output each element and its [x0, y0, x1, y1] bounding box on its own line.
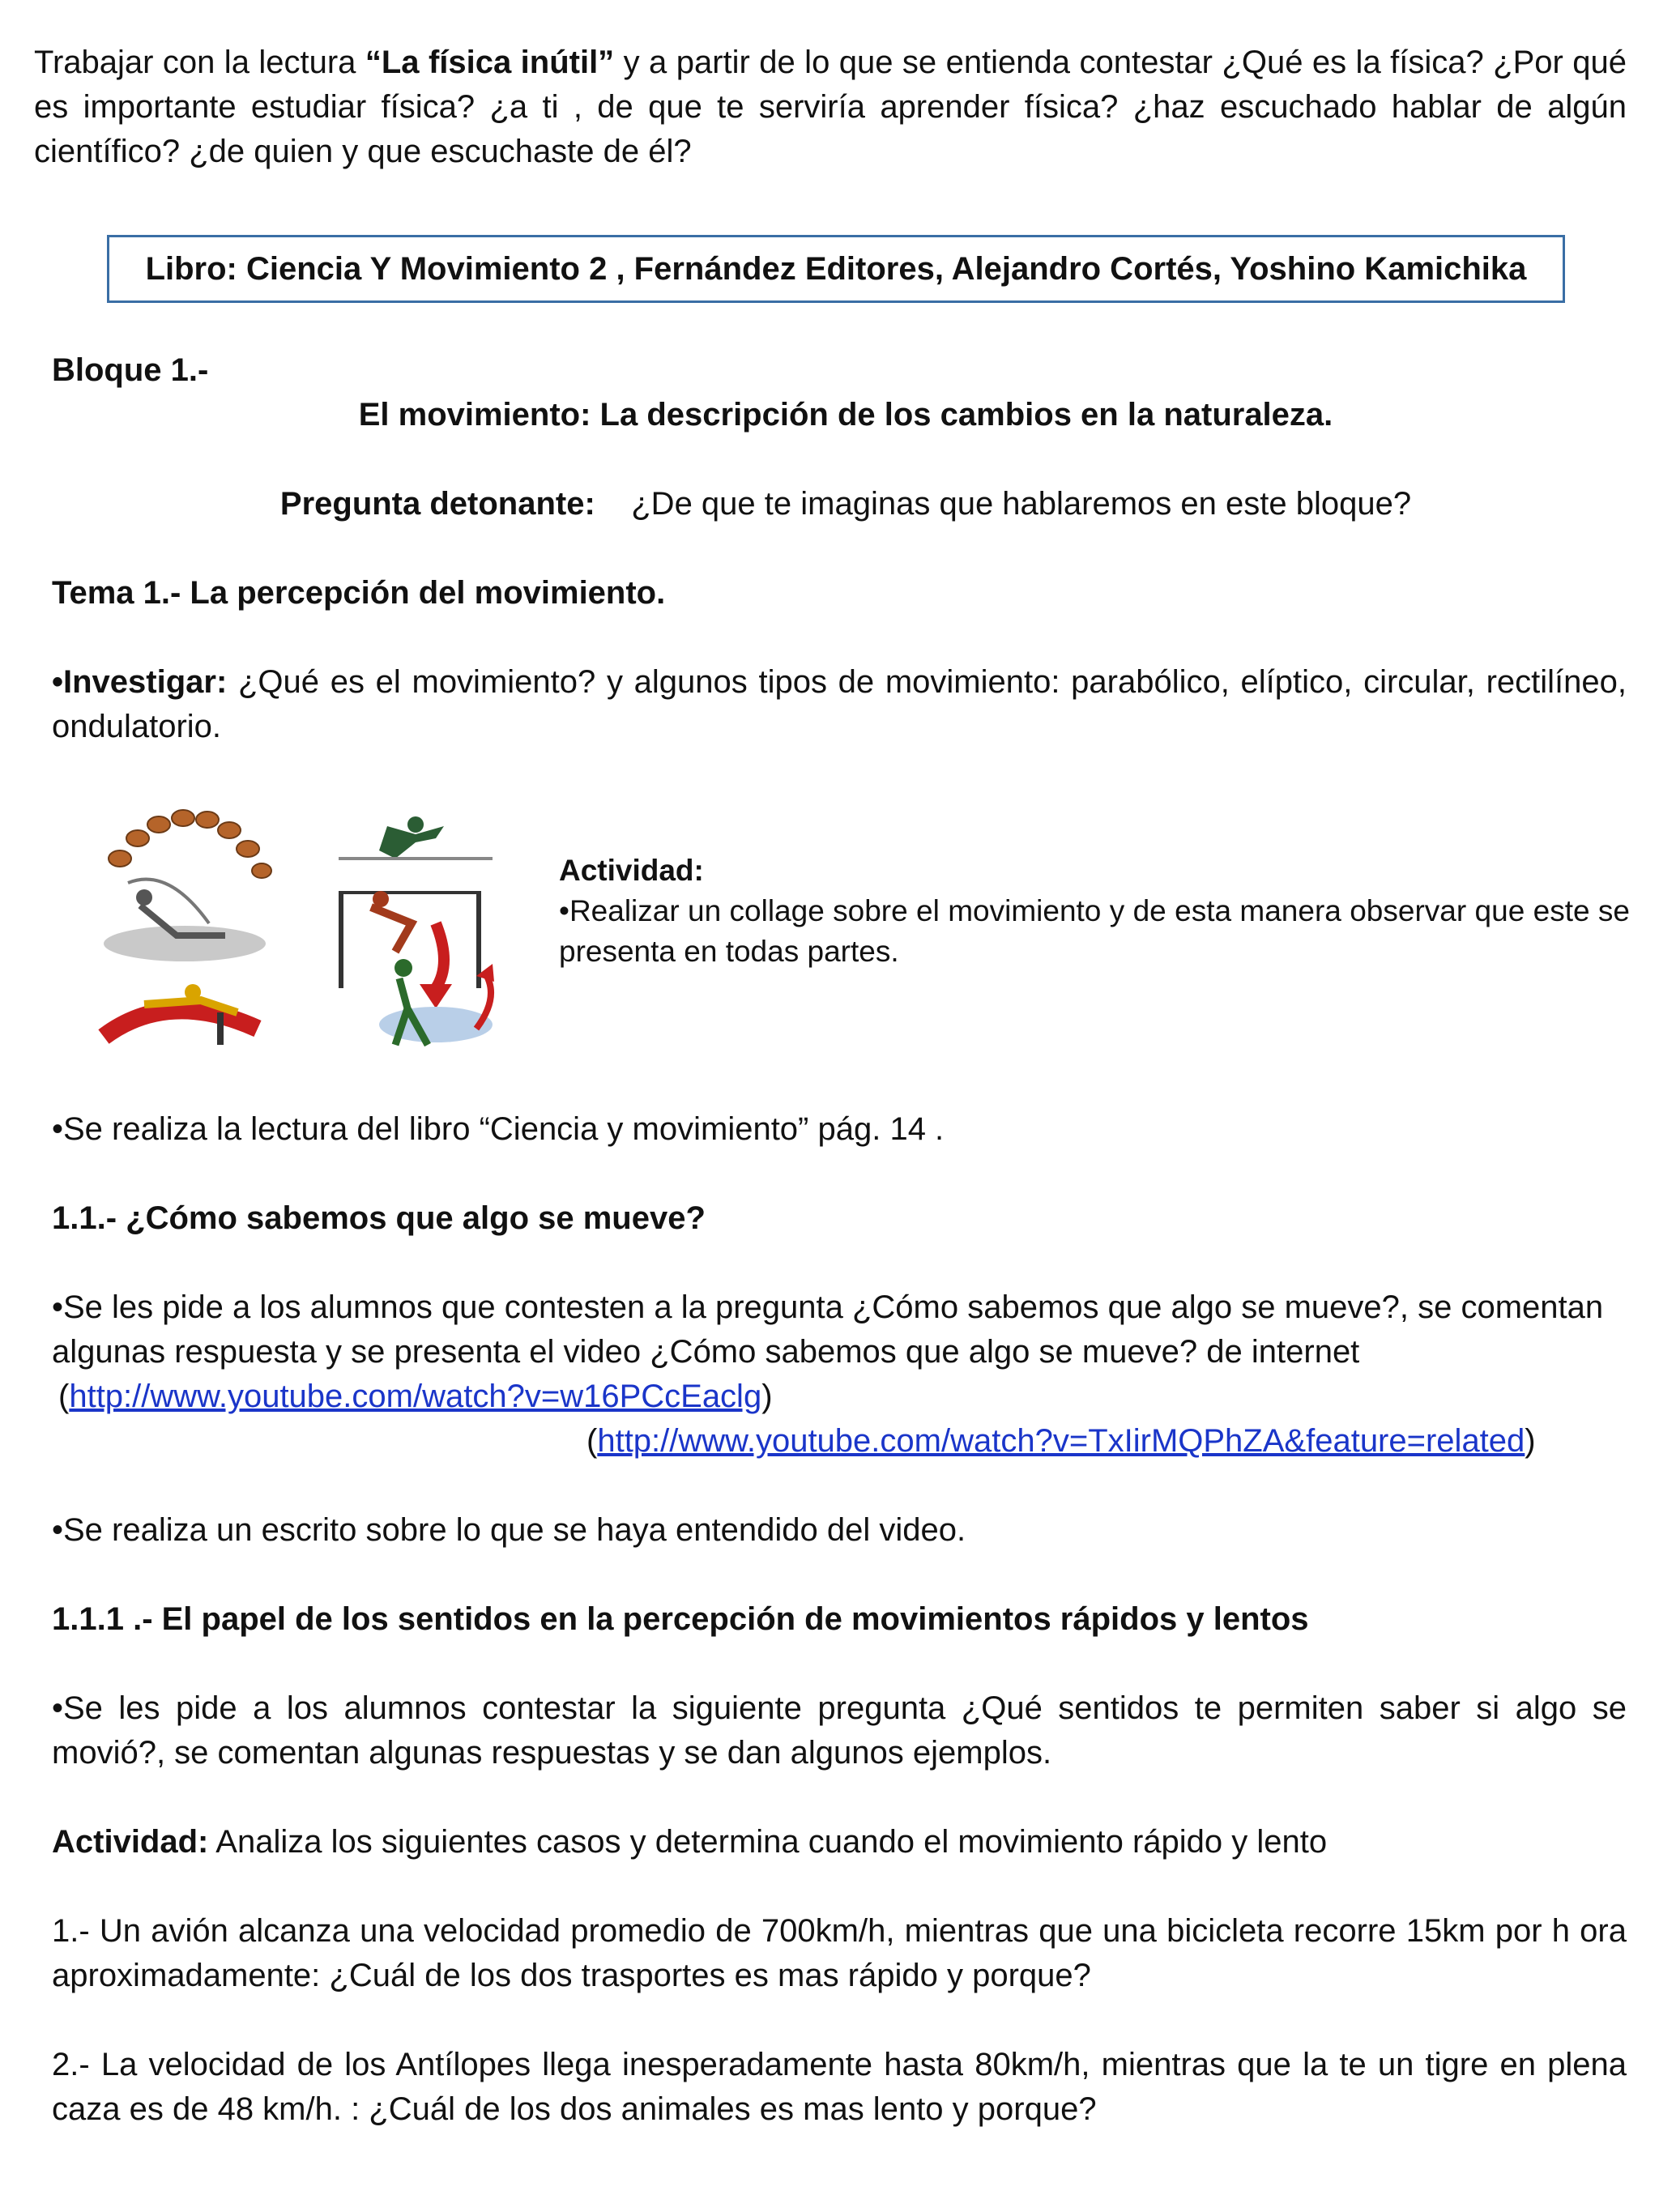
- case-2: 2.- La velocidad de los Antílopes llega inesperadamente hasta 80km/h, mientras que la te un tigre en plena caza es de 48 km/h. : ¿Cuál de los dos animales es mas lento y porque?: [52, 2047, 1627, 2127]
- section-1-1-text: •Se les pide a los alumnos que contesten a la pregunta ¿Cómo sabemos que algo se mueve?, se comentan algunas respuesta y se presenta el video ¿Cómo sabemos que algo se mueve? de internet: [52, 1289, 1604, 1370]
- paren-close-2: ): [1525, 1423, 1536, 1459]
- actividad-collage-text: •Realizar un collage sobre el movimiento y de esta manera observar que este se presenta en todas partes.: [559, 894, 1630, 968]
- video-link-1[interactable]: http://www.youtube.com/watch?v=w16PCcEaclg: [69, 1379, 762, 1414]
- section-1-1-heading-text: 1.1.- ¿Cómo sabemos que algo se mueve?: [52, 1200, 706, 1236]
- pregunta-text: ¿De que te imaginas que hablaremos en este bloque?: [631, 486, 1412, 522]
- section-1-1-1-heading: [52, 1597, 1627, 1642]
- paren-open-1: (: [58, 1379, 70, 1414]
- paren-open-2: (: [586, 1423, 598, 1459]
- lectura-line: •Se realiza la lectura del libro “Ciencia y movimiento” pág. 14 .: [52, 1111, 945, 1147]
- escrito-line: •Se realiza un escrito sobre lo que se haya entendido del video.: [52, 1512, 966, 1548]
- video-link-2[interactable]: http://www.youtube.com/watch?v=TxIirMQPhZA&feature=related: [597, 1423, 1525, 1459]
- bloque-title: [32, 393, 1659, 437]
- actividad-collage-label: Actividad:: [559, 854, 704, 887]
- bloque-label-text: Bloque 1.-: [52, 352, 209, 388]
- section-1-1-1-text: •Se les pide a los alumnos contestar la siguiente pregunta ¿Qué sentidos te permiten saber si algo se movió?, se comentan algunas respuestas y se dan algunos ejemplos.: [52, 1690, 1627, 1771]
- actividad-collage: [559, 850, 1630, 972]
- actividad-analiza: [52, 1820, 1627, 1865]
- motion-collage-image: [96, 802, 525, 1053]
- paren-close-1: ): [761, 1379, 773, 1414]
- tema-heading: [52, 571, 1627, 616]
- pregunta-label: Pregunta detonante:: [279, 486, 595, 522]
- investigar-text: ¿Qué es el movimiento? y algunos tipos de movimiento: parabólico, elíptico, circular, rectilíneo, ondulatorio.: [52, 664, 1627, 744]
- intro-pre: Trabajar con la lectura: [34, 45, 365, 80]
- book-reference-box: [107, 235, 1565, 303]
- video-link-1-line: [58, 1375, 1627, 1419]
- reading-title: “La física inútil”: [365, 45, 615, 80]
- bloque-label: [52, 348, 1627, 393]
- intro-post: y a partir de lo que se entienda contestar ¿Qué es la física? ¿Por qué es importante estudiar física? ¿a ti , de que te serviría aprender física? ¿haz escuchado hablar de algún científico? ¿de quien y que escuchaste de él?: [34, 45, 1627, 169]
- investigar-label: •Investigar:: [52, 664, 228, 700]
- actividad-analiza-text: Analiza los siguientes casos y determina cuando el movimiento rápido y lento: [208, 1824, 1328, 1860]
- video-link-2-line: [586, 1419, 1627, 1464]
- bloque-title-text: El movimiento: La descripción de los cambios en la naturaleza.: [358, 397, 1333, 433]
- tema-heading-text: Tema 1.- La percepción del movimiento.: [52, 575, 666, 611]
- section-1-1-heading: [52, 1196, 1627, 1241]
- case-1: 1.- Un avión alcanza una velocidad promedio de 700km/h, mientras que una bicicleta recorre 15km por h ora aproximadamente: ¿Cuál de los dos trasportes es mas rápido y porque?: [52, 1913, 1627, 1993]
- pregunta-detonante: [32, 482, 1659, 526]
- actividad-analiza-label: Actividad:: [52, 1824, 209, 1860]
- intro-paragraph: [34, 40, 1627, 174]
- section-1-1-1-heading-text: 1.1.1 .- El papel de los sentidos en la percepción de movimientos rápidos y lentos: [52, 1601, 1309, 1637]
- investigar-paragraph: [52, 660, 1627, 749]
- book-reference: Libro: Ciencia Y Movimiento 2 , Fernández Editores, Alejandro Cortés, Yoshino Kamichika: [145, 250, 1527, 287]
